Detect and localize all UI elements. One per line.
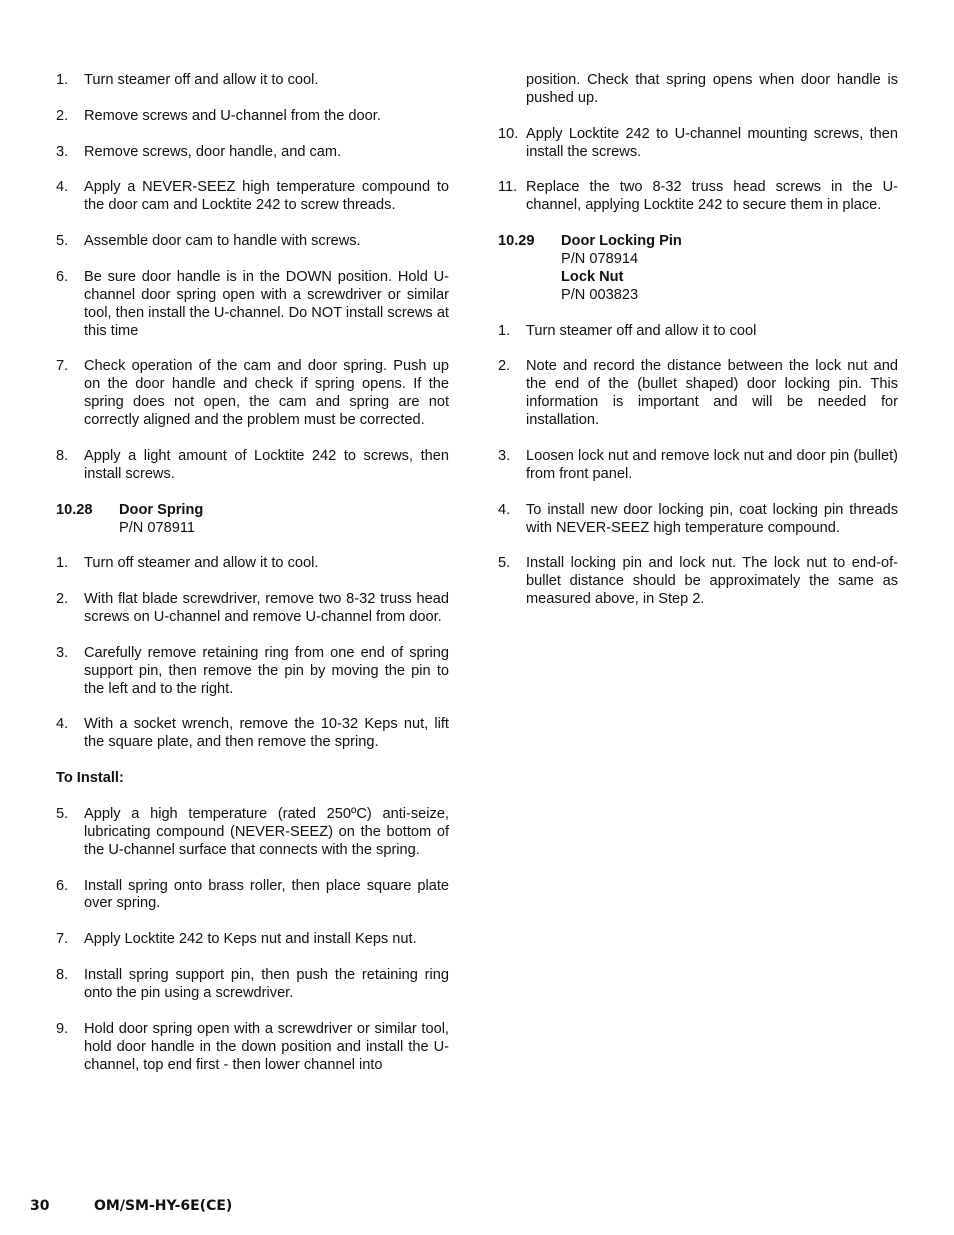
list-item: 5. Install locking pin and lock nut. The lock nut to end-of-bullet distance should be approximately the same as measured above, in Step 2.	[498, 555, 898, 608]
list-item: 10. Apply Locktite 242 to U-channel mounting screws, then install the screws.	[498, 125, 898, 160]
list-item: 6. Install spring onto brass roller, then place square plate over spring.	[56, 877, 449, 912]
part-number: P/N 078911	[119, 519, 195, 536]
step-list-door-locking-pin	[498, 323, 898, 609]
list-item: 2. With flat blade screwdriver, remove two 8-32 truss head screws on U-channel and remove U-channel from door.	[56, 591, 449, 626]
page-footer	[30, 1198, 232, 1214]
section-subtitle: Lock Nut	[561, 268, 624, 285]
list-item: 5. Apply a high temperature (rated 250ºC) anti-seize, lubricating compound (NEVER-SEEZ) on the bottom of the U-channel surface that connects with the spring.	[56, 805, 449, 858]
list-item: 9. Hold door spring open with a screwdriver or similar tool, hold door handle in the down position and install the U-channel, top end first - then lower channel into	[56, 1020, 449, 1073]
section-heading-door-locking-pin	[498, 233, 898, 305]
list-item: 4. To install new door locking pin, coat locking pin threads with NEVER-SEEZ high temperature compound.	[498, 501, 898, 536]
section-number: 10.28	[56, 501, 93, 518]
list-item: 1. Turn steamer off and allow it to cool.	[56, 72, 319, 88]
step-list-section-a	[56, 72, 449, 484]
step-list-continued	[498, 126, 898, 216]
document-code: OM/SM-HY-6E(CE)	[94, 1198, 233, 1214]
list-item: 1. Turn steamer off and allow it to cool	[498, 322, 757, 339]
list-item: 8. Install spring support pin, then push the retaining ring onto the pin using a screwdriver.	[56, 967, 449, 1001]
step-continuation: position. Check that spring opens when door handle is pushed up.	[526, 72, 898, 106]
part-number: P/N 003823	[561, 286, 639, 303]
list-item: 3. Remove screws, door handle, and cam.	[56, 143, 342, 160]
list-item: 5. Assemble door cam to handle with screws.	[56, 233, 361, 250]
list-item: 2. Note and record the distance between the lock nut and the end of the (bullet shaped) door locking pin. This information is important and will be needed for installation.	[498, 358, 898, 429]
section-number: 10.29	[498, 233, 535, 250]
list-item: 8. Apply a light amount of Locktite 242 to screws, then install screws.	[56, 447, 449, 482]
step-list-door-spring-removal	[56, 555, 449, 752]
list-item: 3. Loosen lock nut and remove lock nut and door pin (bullet) from front panel.	[498, 447, 898, 482]
page-number: 30	[30, 1198, 50, 1214]
list-item: 4. Apply a NEVER-SEEZ high temperature compound to the door cam and Locktite 242 to screw threads.	[56, 179, 449, 214]
list-item: 7. Check operation of the cam and door spring. Push up on the door handle and check if spring opens. If the spring does not open, the cam and spring are not correctly aligned and the problem must be corrected.	[56, 358, 449, 429]
right-column	[498, 72, 898, 627]
left-column	[56, 72, 449, 1092]
list-item: 11. Replace the two 8-32 truss head screws in the U-channel, applying Locktite 242 to secure them in place.	[498, 179, 898, 214]
to-install-heading: To Install:	[56, 770, 124, 787]
section-heading-door-spring	[56, 502, 449, 538]
section-title: Door Spring	[119, 501, 204, 518]
list-item: 6. Be sure door handle is in the DOWN position. Hold U-channel door spring open with a screwdriver or similar tool, then install the U-channel. Do NOT install screws at this time	[56, 268, 449, 339]
list-item: 1. Turn off steamer and allow it to cool.	[56, 555, 319, 572]
list-item: 2. Remove screws and U-channel from the door.	[56, 107, 381, 124]
list-item: 4. With a socket wrench, remove the 10-32 Keps nut, lift the square plate, and then remove the spring.	[56, 716, 449, 751]
section-title: Door Locking Pin	[561, 233, 682, 250]
part-number: P/N 078914	[561, 251, 639, 268]
list-item: 3. Carefully remove retaining ring from one end of spring support pin, then remove the pin by moving the pin to the left and to the right.	[56, 644, 449, 697]
list-item: 7. Apply Locktite 242 to Keps nut and install Keps nut.	[56, 931, 417, 948]
step-list-door-spring-install	[56, 806, 449, 1075]
